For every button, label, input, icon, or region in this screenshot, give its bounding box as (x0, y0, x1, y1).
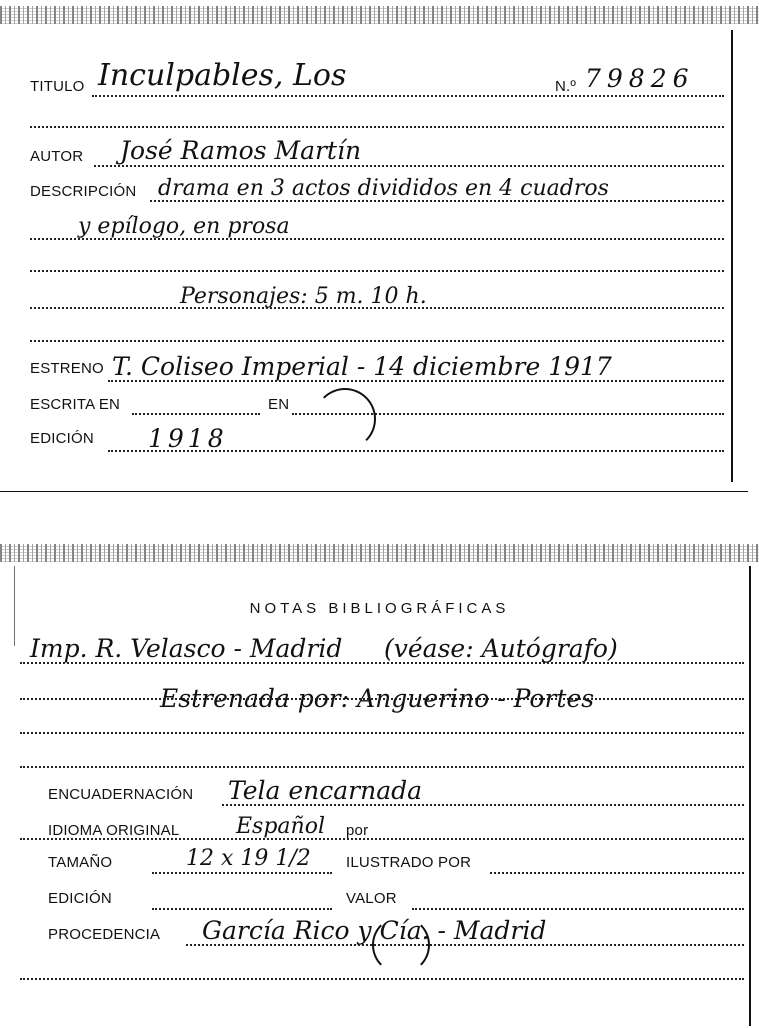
tamano-line (152, 872, 332, 874)
encuadernacion-label: ENCUADERNACIÓN (48, 786, 194, 803)
descripcion-line-3 (30, 270, 724, 272)
idioma-value: Español (236, 814, 325, 839)
card-top-edge (0, 544, 759, 562)
escrita-label: ESCRITA EN (30, 396, 121, 413)
note-line1: Imp. R. Velasco - Madrid (30, 634, 343, 663)
tamano-value: 12 x 19 1/2 (186, 846, 311, 871)
bottom-rule (20, 978, 744, 980)
en-label: EN (268, 396, 290, 413)
autor-line (94, 165, 724, 167)
idioma-label: IDIOMA ORIGINAL (48, 822, 180, 839)
encuadernacion-line (222, 804, 744, 806)
procedencia-line (186, 944, 744, 946)
valor-label: VALOR (346, 890, 397, 907)
procedencia-value: García Rico y Cía. - Madrid (202, 916, 547, 945)
numero-label: N.º (555, 78, 577, 95)
escrita-line (132, 413, 260, 415)
estreno-line (108, 380, 724, 382)
notas-heading: NOTAS BIBLIOGRÁFICAS (249, 600, 510, 617)
tamano-label: TAMAÑO (48, 854, 113, 871)
note-line2: Estrenada por: Anguerino - Portes (160, 684, 595, 713)
note-rule-1 (20, 662, 744, 664)
catalog-card-bottom (0, 538, 759, 1028)
ilustrado-label: ILUSTRADO POR (346, 854, 472, 871)
note-rule-2 (20, 698, 744, 700)
estreno-label: ESTRENO (30, 360, 104, 377)
edicion-label: EDICIÓN (48, 890, 112, 907)
estreno-value: T. Coliseo Imperial - 14 diciembre 1917 (112, 352, 612, 381)
procedencia-label: PROCEDENCIA (48, 926, 161, 943)
descripcion-line-4 (30, 307, 724, 309)
catalog-card-top (0, 0, 759, 500)
numero-value: 79826 (585, 64, 695, 93)
card-right-border (749, 566, 751, 1026)
edicion-line (108, 450, 724, 452)
edicion-value: 1918 (148, 424, 228, 453)
card-top-edge (0, 6, 759, 24)
blank-line-2 (30, 340, 724, 342)
edicion-label: EDICIÓN (30, 430, 94, 447)
stamp-mark (372, 916, 430, 974)
titulo-value: Inculpables, Los (98, 58, 347, 93)
autor-value: José Ramos Martín (120, 136, 362, 165)
ilustrado-line (490, 872, 744, 874)
valor-line (412, 908, 744, 910)
descripcion-line (150, 200, 724, 202)
descripcion-line1: drama en 3 actos divididos en 4 cuadros (158, 176, 609, 201)
note-rule-4 (20, 766, 744, 768)
note-line1b: (véase: Autógrafo) (384, 634, 618, 663)
descripcion-line-2 (30, 238, 724, 240)
autor-label: AUTOR (30, 148, 84, 165)
note-rule-3 (20, 732, 744, 734)
titulo-label: TITULO (30, 78, 85, 95)
por-label: por (346, 822, 369, 839)
card-right-border (731, 30, 733, 482)
titulo-line (92, 95, 724, 97)
card-bottom-border (0, 491, 748, 492)
edicion-line (152, 908, 332, 910)
encuadernacion-value: Tela encarnada (228, 776, 423, 805)
descripcion-line3: Personajes: 5 m. 10 h. (180, 284, 427, 309)
descripcion-label: DESCRIPCIÓN (30, 183, 137, 200)
stamp-mark (314, 388, 376, 450)
idioma-line (20, 838, 744, 840)
descripcion-line2: y epílogo, en prosa (78, 214, 290, 239)
blank-line (30, 126, 724, 128)
